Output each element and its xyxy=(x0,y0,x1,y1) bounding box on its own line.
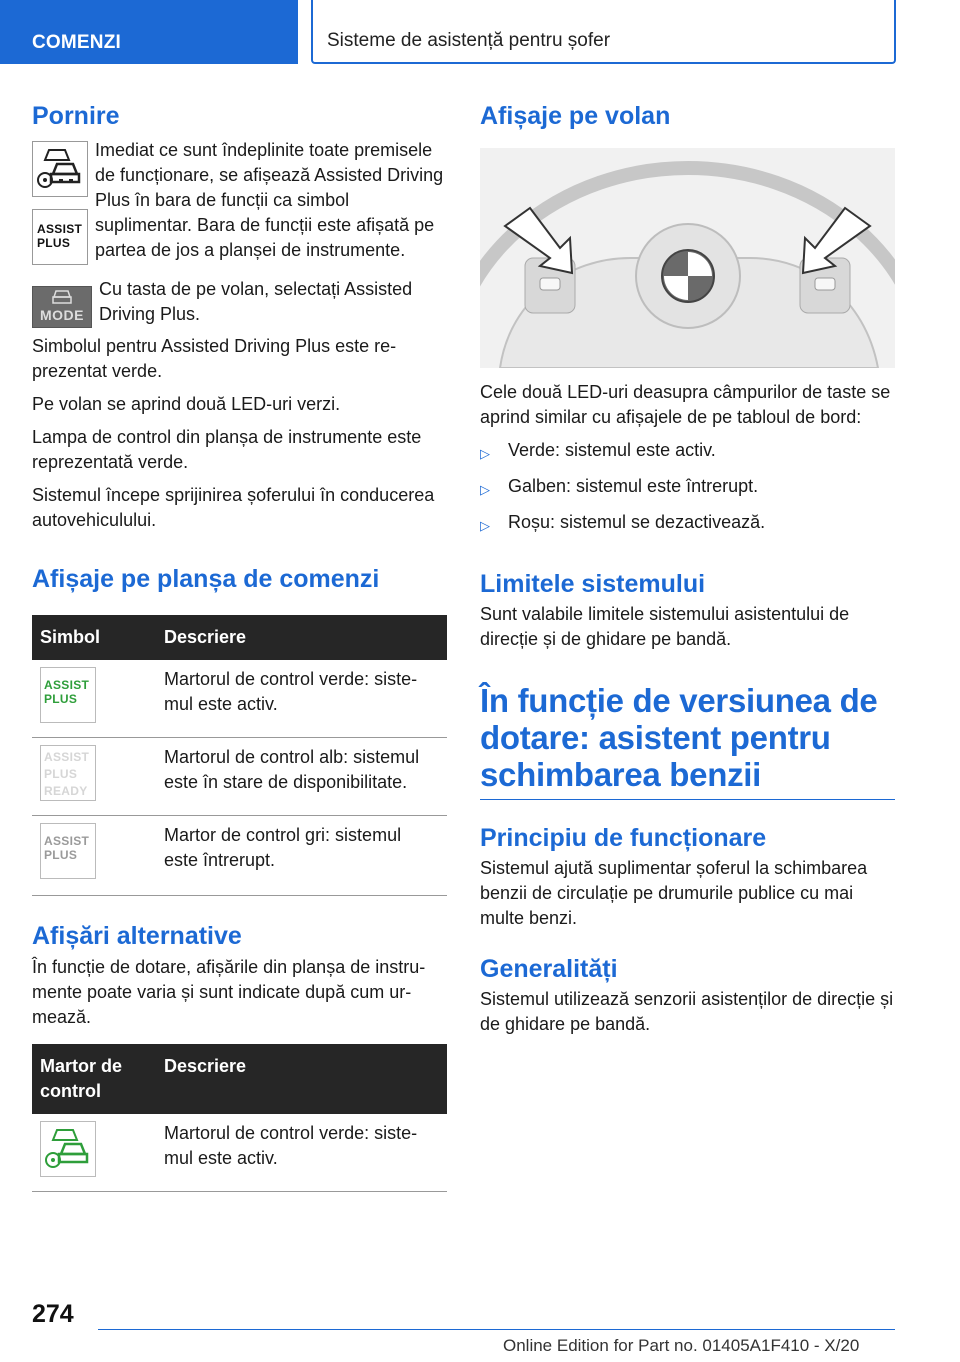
limitele-paragraph: Sunt valabile limitele sistemului asistentului de direcție și de ghidare pe bandă. xyxy=(480,604,850,649)
list-item: ▷ Roșu: sistemul se dezactivează. xyxy=(480,510,895,538)
bullet-triangle-icon: ▷ xyxy=(480,446,490,461)
chapter-header xyxy=(311,0,896,64)
heading-pornire: Pornire xyxy=(32,102,120,130)
assist-plus-icon: ASSIST PLUS xyxy=(32,209,88,265)
section-tab xyxy=(0,0,298,64)
description-column-header: Descriere xyxy=(156,1044,447,1114)
para-lamp-green: Lampa de control din planșa de instrumente este reprezentată verde. xyxy=(32,427,422,472)
mode-paragraph: Cu tasta de pe volan, selectați Assisted Driving Plus. xyxy=(99,279,413,324)
section-label: COMENZI xyxy=(32,32,122,53)
list-item: ▷ Galben: sistemul este întrerupt. xyxy=(480,474,895,502)
bullet-triangle-icon: ▷ xyxy=(480,482,490,497)
table-row xyxy=(32,1114,447,1192)
right-column xyxy=(480,100,895,1037)
assisted-driving-green-icon xyxy=(40,1121,96,1177)
page-number: 274 xyxy=(32,1300,74,1328)
mode-button-icon: MODE xyxy=(32,286,92,328)
row-description: Martorul de control verde: sistemul este activ. xyxy=(156,660,447,738)
steering-wheel-image xyxy=(480,148,895,368)
para-symbol-green: Simbolul pentru Assisted Driving Plus este reprezentat verde. xyxy=(32,336,397,381)
heading-generalitati: Generalități xyxy=(480,955,618,983)
alternative-paragraph: În funcție de dotare, afișările din planșa de instrumente poate varia și sunt indicate după cum urmează. xyxy=(32,957,426,1027)
heading-limitele: Limitele sistemului xyxy=(480,570,706,598)
assist-plus-green-icon: ASSIST PLUS xyxy=(40,667,96,723)
assist-plus-gray-icon: ASSIST PLUS xyxy=(40,823,96,879)
symbol-column-header: Simbol xyxy=(32,615,156,660)
bullet-triangle-icon: ▷ xyxy=(480,518,490,533)
principiu-paragraph: Sistemul ajută suplimentar șoferul la schimbarea benzii de circulație pe drumurile publice cu mai multe benzi. xyxy=(480,858,868,928)
left-column xyxy=(32,100,447,1192)
led-bullet-list xyxy=(480,438,895,538)
pornire-intro xyxy=(32,138,447,265)
heading-schimbarea-benzii: În funcție de versiunea de dotare: asistent pentru schimbarea benzii xyxy=(480,682,878,793)
pornire-paragraph: Imediat ce sunt îndeplinite toate premisele de funcționare, se afișează Assisted Driving Plus în bara de funcții ca simbol suplimentar. Bara de funcții este afișată pe partea de jos a planșei de instrumente. xyxy=(95,140,444,260)
heading-afisaje-plansa: Afișaje pe planșa de comenzi xyxy=(32,565,380,593)
symbol-table xyxy=(32,615,447,896)
row-description: Martorul de control alb: sistemul este în stare de disponibilitate. xyxy=(156,738,447,816)
edition-text: Online Edition for Part no. 01405A1F410 - X/20 xyxy=(503,1336,860,1355)
para-system-starts: Sistemul începe sprijinirea șoferului în conducerea autovehiculului. xyxy=(32,485,435,530)
alternative-table xyxy=(32,1044,447,1192)
assisted-driving-car-icon xyxy=(32,141,88,197)
heading-principiu: Principiu de funcționare xyxy=(480,824,767,852)
table-row xyxy=(32,816,447,896)
assist-plus-ready-icon: ASSIST PLUS READY xyxy=(40,745,96,801)
para-led-green: Pe volan se aprind două LED-uri verzi. xyxy=(32,394,341,414)
heading-afisari-alternative: Afișări alternative xyxy=(32,922,242,950)
chapter-title: Sisteme de asistență pentru șofer xyxy=(327,30,611,51)
footer-divider xyxy=(98,1329,895,1330)
heading-afisaje-volan: Afișaje pe volan xyxy=(480,102,671,130)
indicator-column-header: Martor de control xyxy=(32,1044,156,1114)
row-description: Martorul de control verde: sistemul este activ. xyxy=(156,1114,447,1192)
chapter-heading-block xyxy=(480,682,895,800)
table-row xyxy=(32,660,447,738)
volan-paragraph: Cele două LED-uri deasupra câmpurilor de taste se aprind similar cu afișajele de pe tabloul de bord: xyxy=(480,382,891,427)
table-row xyxy=(32,738,447,816)
description-column-header: Descriere xyxy=(156,615,447,660)
mode-button-row xyxy=(32,277,447,328)
row-description: Martor de control gri: sistemul este întrerupt. xyxy=(156,816,447,896)
generalitati-paragraph: Sistemul utilizează senzorii asistenților de direcție și de ghidare pe bandă. xyxy=(480,989,894,1034)
list-item: ▷ Verde: sistemul este activ. xyxy=(480,438,895,466)
